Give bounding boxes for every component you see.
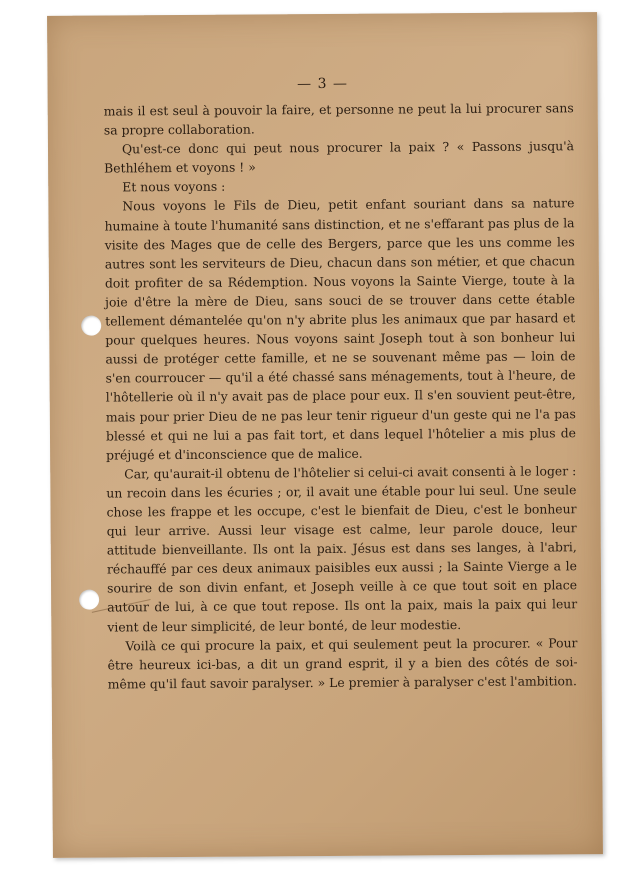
- punch-hole-top: [81, 316, 101, 336]
- paragraph-1: mais il est seul à pouvoir la faire, et personne ne peut la lui procurer sans sa propre collaboration.: [103, 100, 574, 138]
- punch-hole-bottom: [79, 590, 99, 610]
- paragraph-5: Car, qu'aurait-il obtenu de l'hôtelier si celui-ci avait consenti à le loger : un recoin dans les écuries ; or, il avait une étable pour lui seul. Une seule chose les frappe et les occupe, c'est le bienfait de Dieu, c'est le bonheur qui leur arrive. Aussi leur visage est calme, leur parole douce, leur attitude bienveillante. Ils ont la paix. Jésus est dans ses langes, à l'abri, réchauffé par ces deux animaux paisibles eux aussi ; la Sainte Vierge a le sourire de son divin enfant, et Joseph veille à ce que tout soit en place autour de lui, à ce que tout repose. Ils ont la paix, mais la paix qui leur vient de leur simplicité, de leur bonté, de leur modestie.: [106, 463, 578, 635]
- page-number: — 3 —: [297, 75, 349, 93]
- paragraph-6: Voilà ce qui procure la paix, et qui seulement peut la procurer. « Pour être heureux ici-bas, a dit un grand esprit, il y a bien des côtés de soi-même qu'il faut savoir paralyser. » Le premier à paralyser c'est l'ambition.: [107, 634, 578, 692]
- paragraph-2: Qu'est-ce donc qui peut nous procurer la paix ? « Passons jusqu'à Bethléhem et voyons ! »: [104, 138, 575, 176]
- paragraph-3: Et nous voyons :: [122, 179, 226, 195]
- paragraph-4: Nous voyons le Fils de Dieu, petit enfant souriant dans sa nature humaine à toute l'humanité sans distinction, et ne s'effarant pas plus de la visite des Mages que de celle des Bergers, parce que les uns comme les autres sont les serviteurs de Dieu, chacun dans son métier, et que chacun doit profiter de sa Rédemption. Nous voyons la Sainte Vierge, toute à la joie d'être la mère de Dieu, sans souci de se trouver dans cette étable tellement démantelée qu'on n'y abrite plus les animaux que par hasard et pour quelques heures. Nous voyons saint Joseph tout à son bonheur lui aussi de protéger cette famille, et ne se souvenant même pas — loin de s'en courroucer — qu'il a été chassé sans ménagements, tout à l'heure, de l'hôtellerie où il n'y avait pas de place pour eux. Il s'en souvient peut-être, mais pour prier Dieu de ne pas leur tenir rigueur d'un geste qui ne l'a pas blessé et qui ne lui a pas fait tort, et dans lequel l'hôtelier a mis plus de préjugé et d'inconscience que de malice.: [104, 195, 577, 463]
- paper-sheet: [47, 12, 603, 858]
- body-text: [104, 98, 578, 693]
